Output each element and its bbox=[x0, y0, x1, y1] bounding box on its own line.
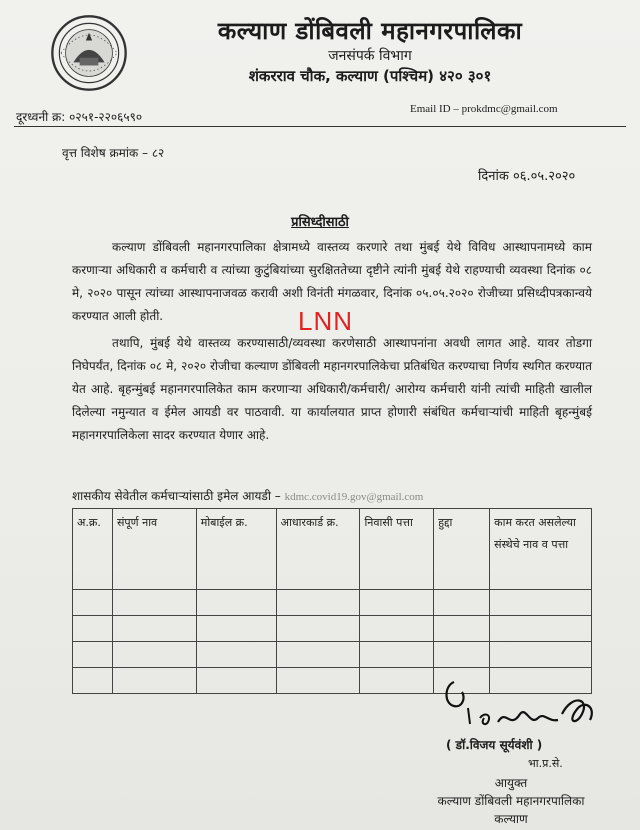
table-row bbox=[73, 642, 592, 668]
table-cell bbox=[434, 590, 490, 616]
table-cell bbox=[73, 642, 113, 668]
form-email-address: kdmc.covid19.gov@gmail.com bbox=[284, 491, 424, 503]
table-cell bbox=[196, 590, 276, 616]
paragraph-1-line: प्रसिध्दीपत्रकान्वये करण्यात आली होती. bbox=[72, 286, 592, 323]
table-row bbox=[73, 616, 592, 642]
handwritten-signature bbox=[440, 678, 610, 738]
org-address: शंकरराव चौक, कल्याण (पश्चिम) ४२० ३०१ bbox=[248, 67, 492, 85]
paragraph-2-line: स्थगित करण्यात येत आहे. बृहन्मुंबई महानगरपालिकेत काम करणाऱ्या अधिकारी/कर्मचारी/ आरोग्य कर्मचारी यांनी bbox=[72, 359, 592, 396]
table-cell bbox=[360, 590, 434, 616]
col-full-name: संपूर्ण नाव bbox=[112, 509, 196, 590]
department-name: जनसंपर्क विभाग bbox=[328, 48, 412, 64]
table-cell bbox=[112, 616, 196, 642]
col-aadhaar-no: आधारकार्ड क्र. bbox=[276, 509, 360, 590]
table-cell bbox=[360, 668, 434, 694]
paragraph-2-line: त्यांची माहिती खालील दिलेल्या नमुन्यात व ईमेल आयडी वर पाठवावी. या कार्यालयात प्राप्त होणारी संबंधित bbox=[72, 382, 592, 419]
employee-info-table bbox=[72, 508, 592, 694]
signatory-city: कल्याण bbox=[494, 812, 528, 826]
table-cell bbox=[276, 616, 360, 642]
header-email: Email ID – prokdmc@gmail.com bbox=[410, 103, 558, 115]
reference-number: वृत्त विशेष क्रमांक – ८२ bbox=[62, 146, 165, 160]
paragraph-1-line: कल्याण डोंबिवली महानगरपालिका क्षेत्रामध्ये वास्तव्य करणारे तथा मुंबई येथे विविध आस्थापनामध्ये bbox=[112, 240, 566, 254]
table-cell bbox=[360, 616, 434, 642]
table-cell bbox=[112, 668, 196, 694]
table-cell bbox=[490, 616, 592, 642]
signatory-service: भा.प्र.से. bbox=[528, 757, 563, 770]
table-cell bbox=[73, 590, 113, 616]
paragraph-2-line: निघेपर्यंत, दिनांक ०८ मे, २०२० रोजीचा कल्याण डोंबिवली महानगरपालिकेचा प्रतिबंधित करण्याचा निर्णय bbox=[72, 359, 519, 373]
table-cell bbox=[360, 642, 434, 668]
col-residential-address: निवासी पत्ता bbox=[360, 509, 434, 590]
table-header-row bbox=[73, 509, 592, 590]
signatory-designation: आयुक्त bbox=[494, 776, 528, 790]
table-cell bbox=[276, 668, 360, 694]
phone-number: दूरध्वनी क्र: ०२५१-२२०६५९० bbox=[16, 110, 143, 124]
col-designation: हुद्दा bbox=[434, 509, 490, 590]
table-cell bbox=[73, 668, 113, 694]
form-email-caption: शासकीय सेवेतील कर्मचाऱ्यांसाठी इमेल आयडी – bbox=[72, 489, 281, 503]
table-cell bbox=[112, 642, 196, 668]
table-cell bbox=[434, 616, 490, 642]
table-cell bbox=[490, 642, 592, 668]
document-heading: प्रसिध्दीसाठी bbox=[291, 215, 349, 230]
paragraph-1-line: काम करणाऱ्या अधिकारी व कर्मचारी व त्यांच्या कुटुंबियांच्या सुरक्षिततेच्या दृष्टीने त्यांनी मुंबई येथे राहण्याची व्यवस्था bbox=[72, 240, 592, 277]
table-cell bbox=[112, 590, 196, 616]
signatory-name: ( डॉ.विजय सूर्यवंशी ) bbox=[446, 738, 543, 752]
table-cell bbox=[196, 616, 276, 642]
header-divider bbox=[14, 126, 626, 127]
org-title: कल्याण डोंबिवली महानगरपालिका bbox=[217, 17, 523, 45]
table-cell bbox=[196, 668, 276, 694]
table-cell bbox=[73, 616, 113, 642]
document-date: दिनांक ०६.०५.२०२० bbox=[478, 169, 576, 184]
table-cell bbox=[196, 642, 276, 668]
table-cell bbox=[276, 642, 360, 668]
municipal-seal-emblem bbox=[50, 14, 128, 92]
col-serial-no: अ.क्र. bbox=[73, 509, 113, 590]
form-email-label bbox=[72, 487, 423, 504]
table-cell bbox=[434, 642, 490, 668]
col-workplace-name-address: काम करत असलेल्या संस्थेचे नाव व पत्ता bbox=[490, 509, 592, 590]
signatory-org: कल्याण डोंबिवली महानगरपालिका bbox=[437, 794, 585, 808]
table-row bbox=[73, 590, 592, 616]
table-cell bbox=[276, 590, 360, 616]
paragraph-2 bbox=[72, 332, 592, 447]
paragraph-2-line: कर्मचाऱ्यांची माहिती बृहन्मुंबई महानगरपालिकेला सादर करण्यात येणार आहे. bbox=[72, 405, 592, 442]
col-mobile-no: मोबाईल क्र. bbox=[196, 509, 276, 590]
paragraph-1-line: दिनांक ०८ मे, २०२० पासून त्यांच्या आस्थापनाजवळ करावी अशी विनंती मंगळवार, दिनांक ०५.०५.२०२० रोजीच्या bbox=[72, 263, 592, 300]
paragraph-2-line: तथापि, मुंबई येथे वास्तव्य करण्यासाठी/व्यवस्था करणेसाठी आस्थापनांना अवधी लागत आहे. यावर तोडगा bbox=[112, 336, 592, 350]
signatory-designation-block bbox=[416, 774, 606, 828]
lnn-watermark: LNN bbox=[298, 306, 354, 336]
table-cell bbox=[490, 590, 592, 616]
